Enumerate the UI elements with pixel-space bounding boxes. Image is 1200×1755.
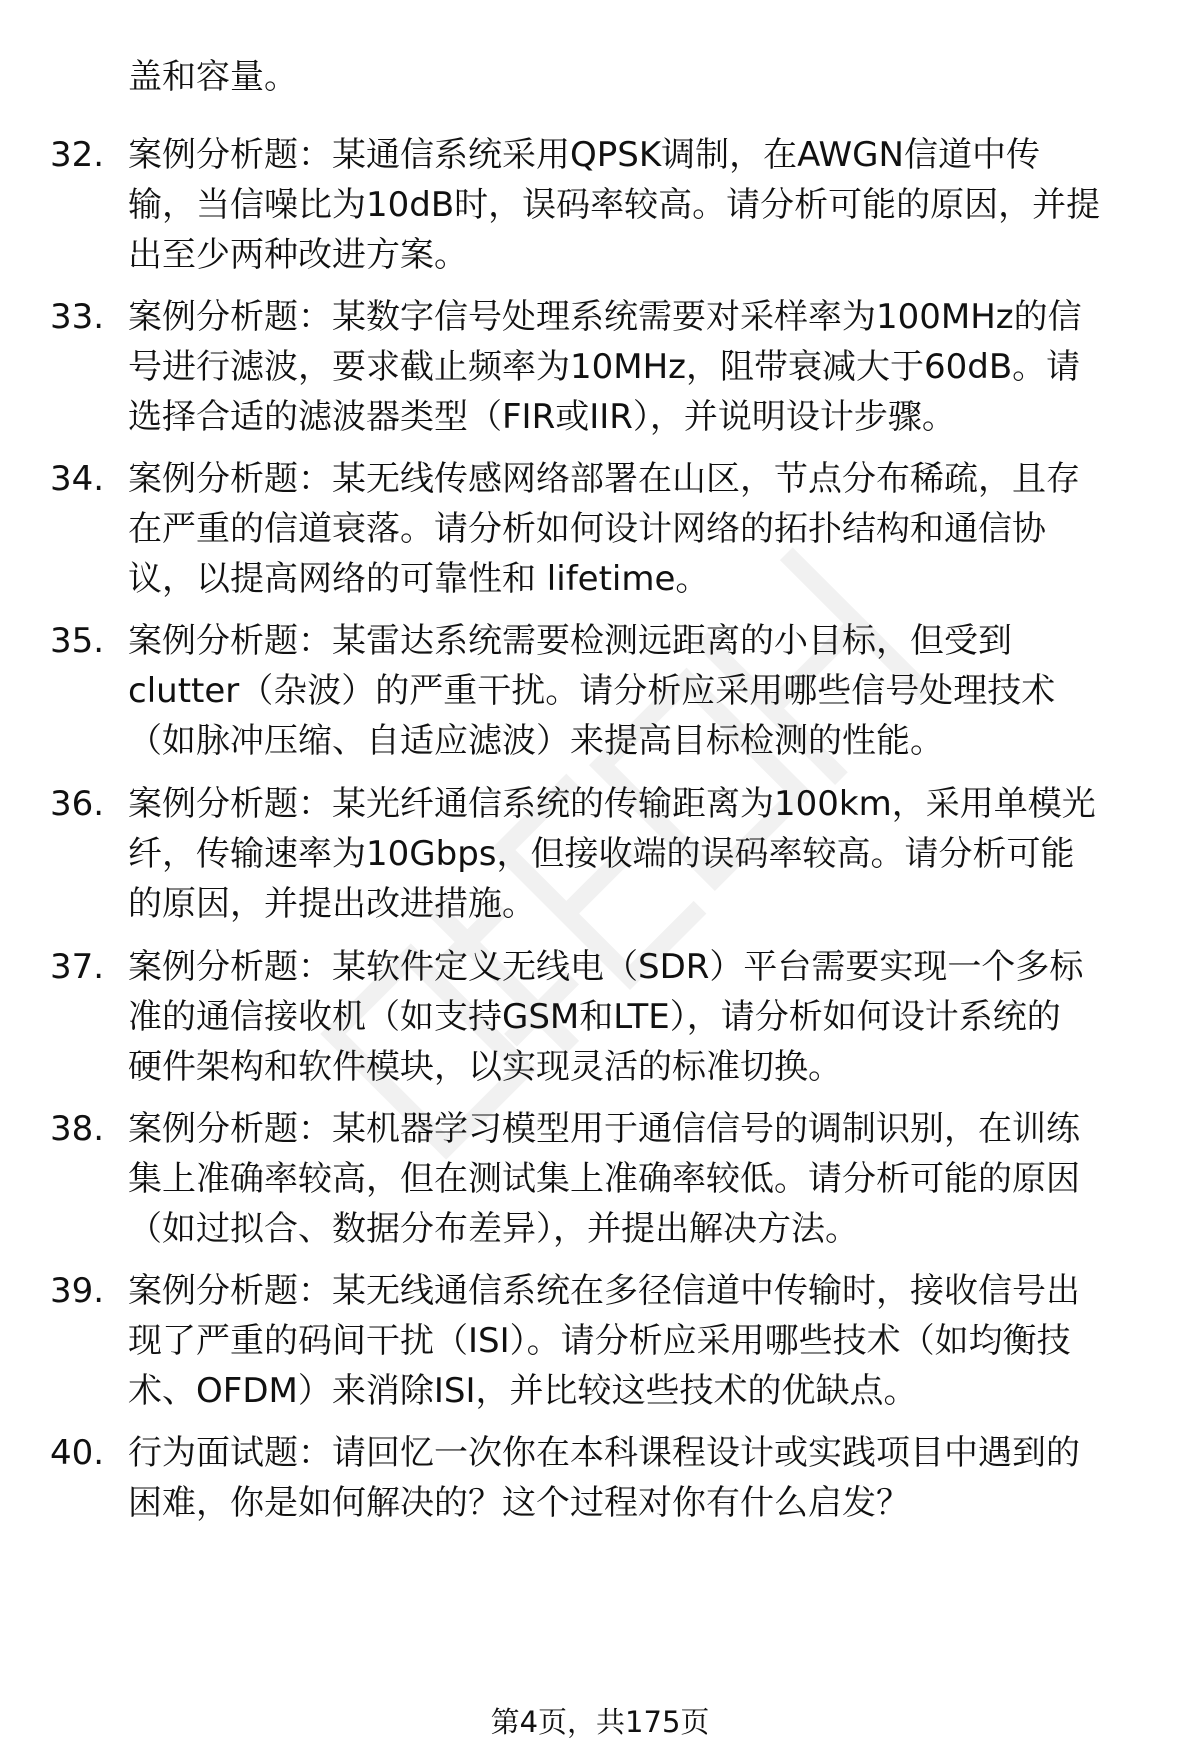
question-number: 38. (50, 1109, 105, 1149)
question-number: 37. (50, 947, 105, 987)
question-number: 39. (50, 1271, 105, 1311)
question-text: 案例分析题：某雷达系统需要检测远距离的小目标，但受到 clutter（杂波）的严重干扰。请分析应采用哪些信号处理技术 （如脉冲压缩、自适应滤波）来提高目标检测的性能。 (128, 621, 1056, 761)
question-text: 行为面试题：请回忆一次你在本科课程设计或实践项目中遇到的 困难，你是如何解决的？这个过程对你有什么启发？ (128, 1433, 1080, 1523)
page-footer: 第4页，共175页 (490, 1705, 710, 1739)
question-text: 案例分析题：某无线通信系统在多径信道中传输时，接收信号出 现了严重的码间干扰（ISI）。请分析应采用哪些技术（如均衡技 术、OFDM）来消除ISI，并比较这些技术的优缺点。 (128, 1271, 1080, 1411)
question-text: 案例分析题：某数字信号处理系统需要对采样率为100MHz的信 号进行滤波，要求截止频率为10MHz，阻带衰减大于60dB。请 选择合适的滤波器类型（FIR或IIR），并说明设计步骤。 (128, 297, 1082, 437)
question-text: 案例分析题：某无线传感网络部署在山区，节点分布稀疏，且存 在严重的信道衰落。请分析如何设计网络的拓扑结构和通信协 议，以提高网络的可靠性和 lifetime。 (128, 459, 1080, 599)
question-number: 34. (50, 459, 105, 499)
question-text: 案例分析题：某通信系统采用QPSK调制，在AWGN信道中传 输，当信噪比为10dB时，误码率较高。请分析可能的原因，并提 出至少两种改进方案。 (128, 135, 1101, 275)
question-text: 案例分析题：某软件定义无线电（SDR）平台需要实现一个多标 准的通信接收机（如支持GSM和LTE），请分析如何设计系统的 硬件架构和软件模块，以实现灵活的标准切换。 (128, 947, 1084, 1087)
question-number: 36. (50, 784, 105, 824)
question-text: 案例分析题：某机器学习模型用于通信信号的调制识别，在训练 集上准确率较高，但在测试集上准确率较低。请分析可能的原因 （如过拟合、数据分布差异），并提出解决方法。 (128, 1109, 1080, 1249)
question-text: 案例分析题：某光纤通信系统的传输距离为100km，采用单模光 纤，传输速率为10Gbps，但接收端的误码率较高。请分析可能 的原因，并提出改进措施。 (128, 784, 1096, 924)
question-number: 35. (50, 621, 105, 661)
question-number: 32. (50, 135, 105, 175)
continuation-text: 盖和容量。 (128, 57, 298, 97)
question-number: 40. (50, 1433, 105, 1473)
question-number: 33. (50, 297, 105, 337)
